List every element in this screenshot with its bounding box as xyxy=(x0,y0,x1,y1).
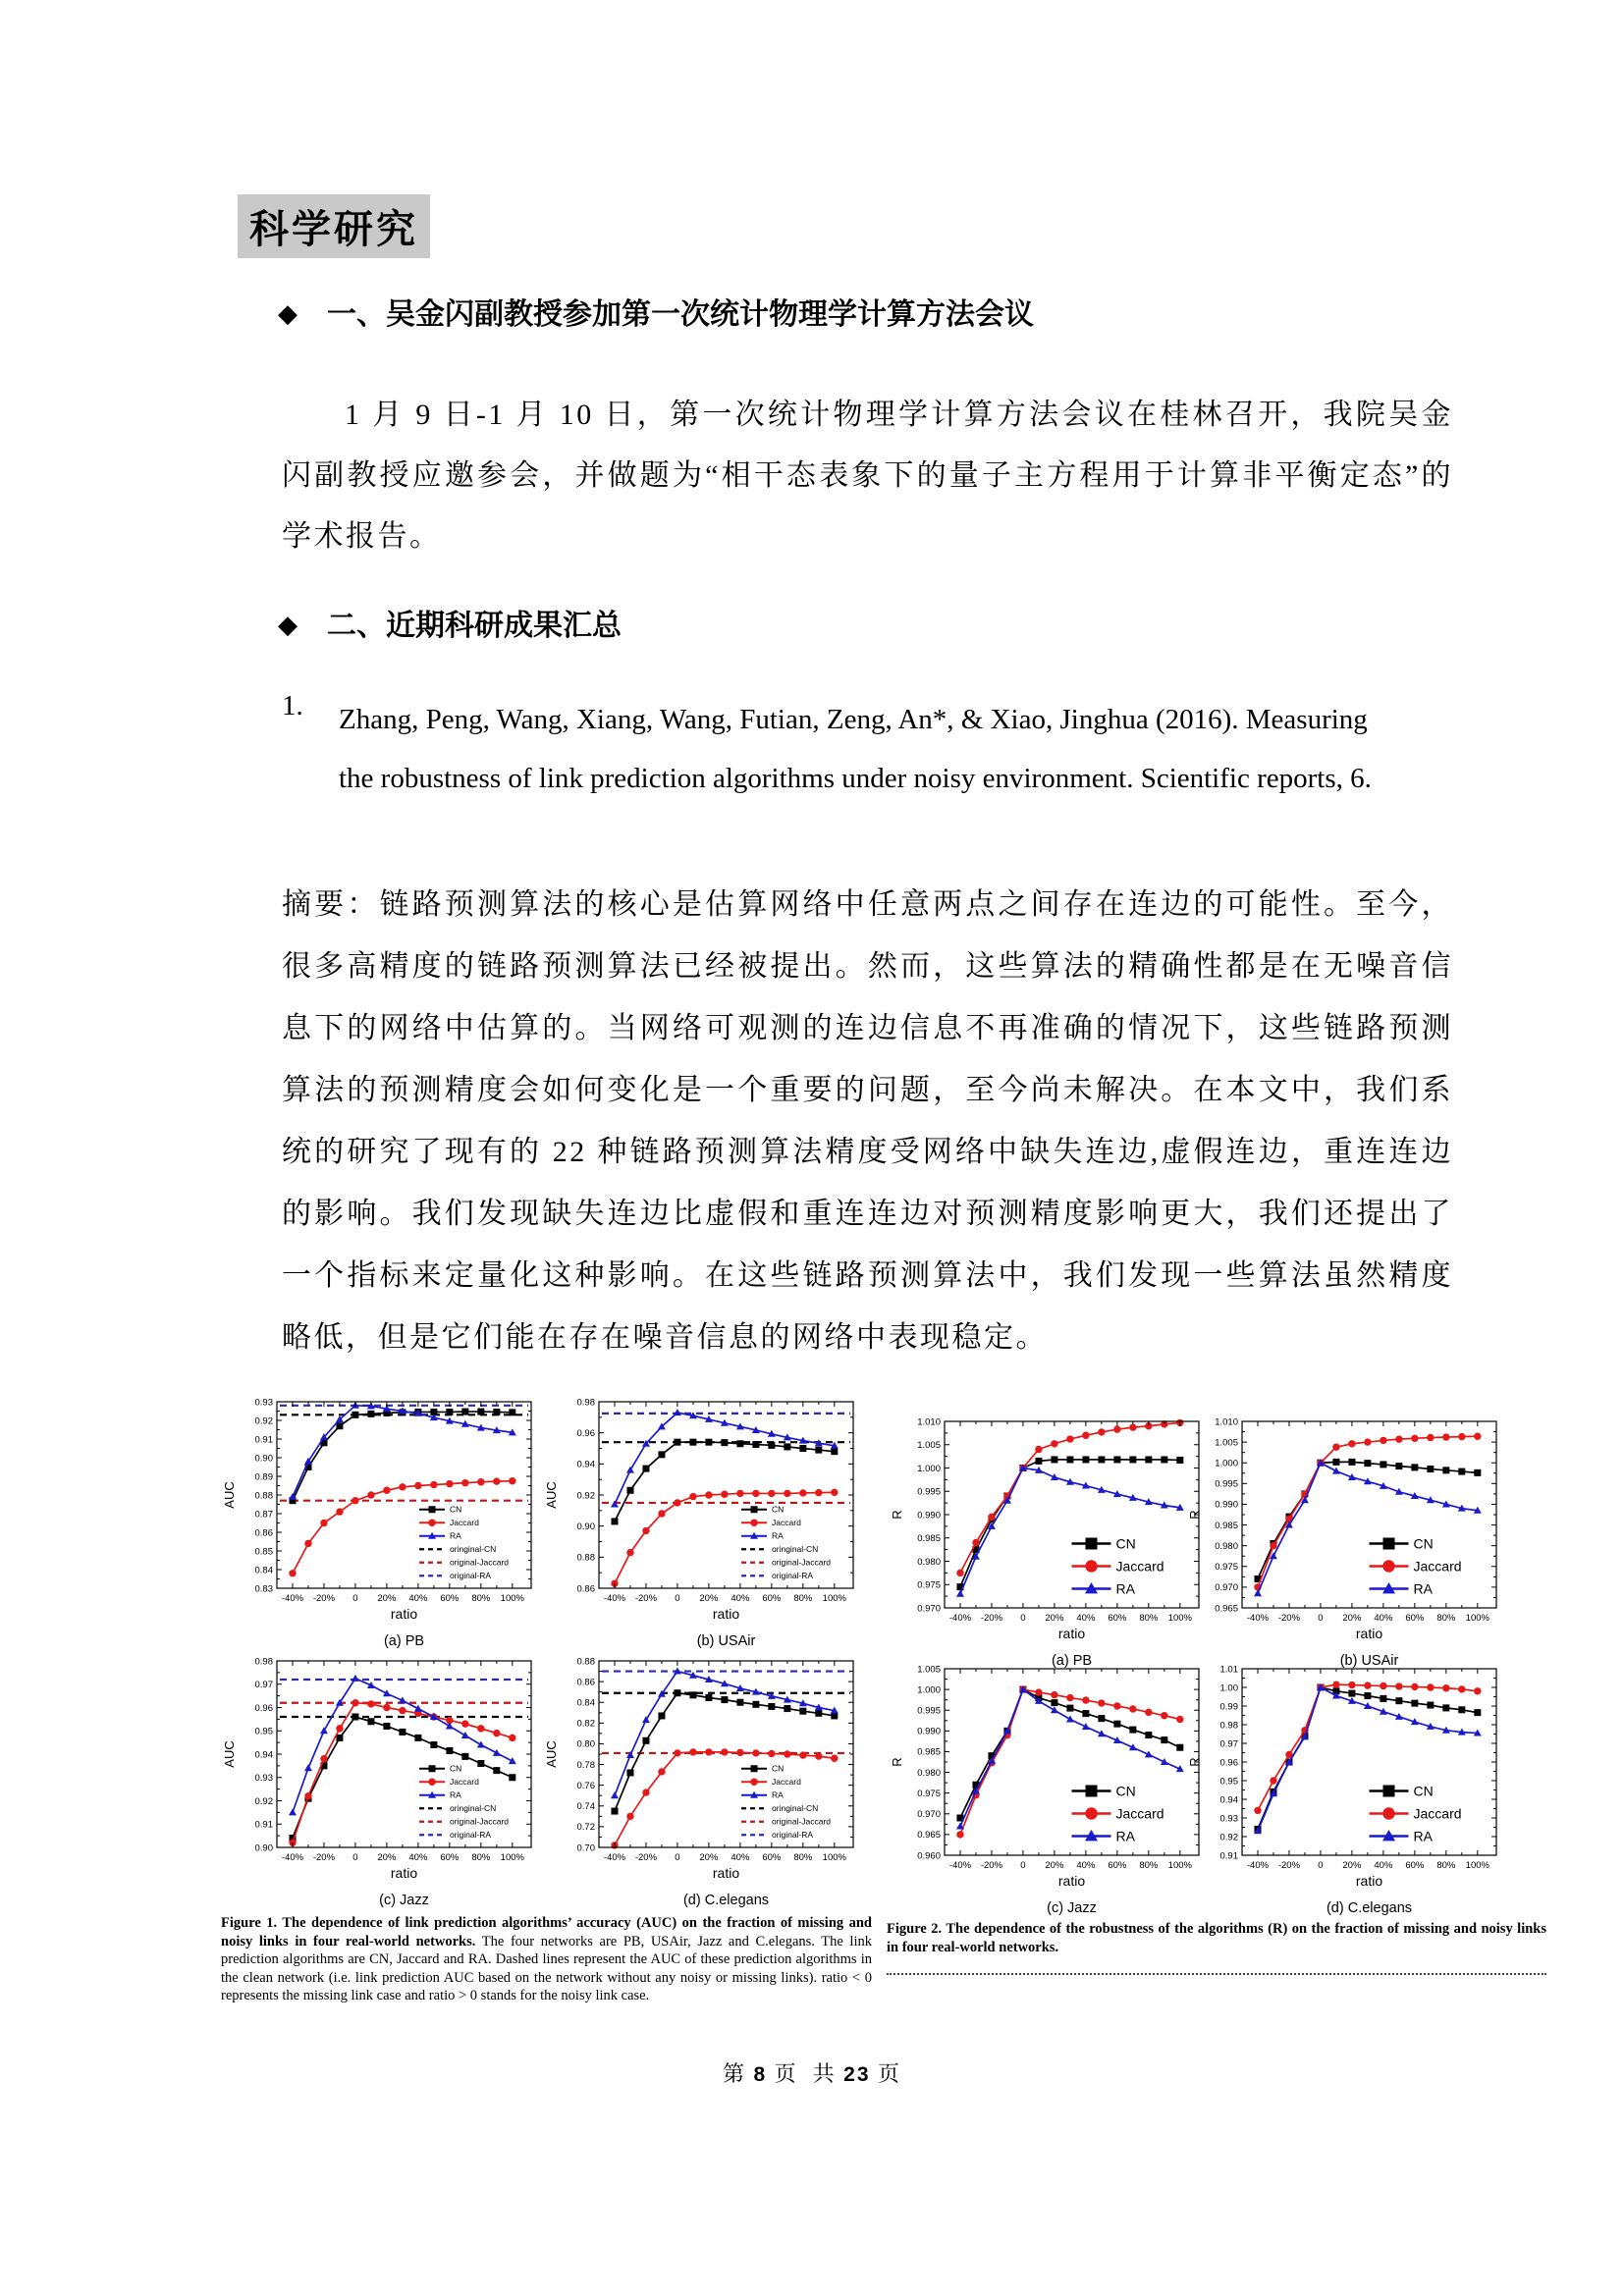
svg-text:RA: RA xyxy=(772,1789,784,1800)
chart-fig1-jazz xyxy=(221,1651,545,1910)
svg-text:0.965: 0.965 xyxy=(917,1830,941,1842)
svg-text:0.92: 0.92 xyxy=(254,1415,273,1427)
abstract-paragraph: 摘要：链路预测算法的核心是估算网络中任意两点之间存在连边的可能性。至今，很多高精度的链路预测算法已经被提出。然而，这些算法的精确性都是在无噪音信息下的网络中估算的。当网络可观测的连边信息不再准确的情况下，这些链路预测算法的预测精度会如何变化是一个重要的问题，至今尚未解决。在本文中，我们系统的研究了现有的 22 种链路预测算法精度受网络中缺失连边,虚假连边，重连连边的影响。我们发现缺失连边比虚假和重连连边对预测精度影响更大，我们还提出了一个指标来定量化这种影响。在这些链路预测算法中，我们发现一些算法虽然精度略低，但是它们能在存在噪音信息的网络中表现稳定。 xyxy=(282,888,1453,1354)
svg-text:0.90: 0.90 xyxy=(254,1842,273,1854)
chart-fig2-celegans xyxy=(1186,1659,1510,1918)
svg-text:40%: 40% xyxy=(1374,1613,1393,1624)
svg-text:-40%: -40% xyxy=(948,1860,972,1871)
svg-text:(b) USAir: (b) USAir xyxy=(1339,1653,1399,1669)
svg-text:0.83: 0.83 xyxy=(254,1583,273,1595)
svg-text:20%: 20% xyxy=(1342,1860,1362,1871)
svg-text:R: R xyxy=(890,1510,904,1520)
svg-text:oringinal-CN: oringinal-CN xyxy=(450,1803,497,1814)
svg-text:0.97: 0.97 xyxy=(254,1680,273,1691)
svg-text:RA: RA xyxy=(1115,1580,1135,1597)
svg-text:CN: CN xyxy=(772,1763,785,1774)
svg-text:20%: 20% xyxy=(1045,1860,1064,1871)
svg-text:0.98: 0.98 xyxy=(254,1656,273,1668)
svg-text:0.91: 0.91 xyxy=(254,1434,273,1446)
svg-text:oringinal-CN: oringinal-CN xyxy=(772,1544,819,1555)
svg-text:original-RA: original-RA xyxy=(772,1830,814,1841)
svg-text:1.010: 1.010 xyxy=(917,1416,941,1428)
svg-text:0: 0 xyxy=(352,1852,358,1863)
svg-text:0.96: 0.96 xyxy=(254,1702,273,1714)
svg-text:0.970: 0.970 xyxy=(1215,1582,1238,1594)
svg-text:0.985: 0.985 xyxy=(1215,1520,1238,1531)
svg-text:0.85: 0.85 xyxy=(254,1546,273,1558)
svg-text:0.980: 0.980 xyxy=(917,1767,941,1779)
chart-fig1-celegans xyxy=(543,1651,867,1910)
svg-text:CN: CN xyxy=(772,1504,785,1515)
svg-text:(d) C.elegans: (d) C.elegans xyxy=(1326,1900,1413,1916)
svg-text:0.84: 0.84 xyxy=(576,1697,595,1709)
svg-text:0.93: 0.93 xyxy=(254,1773,273,1785)
svg-text:0.82: 0.82 xyxy=(576,1718,595,1730)
svg-text:80%: 80% xyxy=(1139,1860,1159,1871)
svg-text:60%: 60% xyxy=(440,1852,460,1863)
svg-text:1.005: 1.005 xyxy=(1215,1437,1238,1449)
svg-text:0: 0 xyxy=(1318,1860,1324,1871)
svg-text:CN: CN xyxy=(450,1504,462,1515)
svg-text:0.975: 0.975 xyxy=(1215,1562,1238,1574)
reference-number: 1. xyxy=(282,690,303,721)
svg-text:CN: CN xyxy=(450,1763,462,1774)
svg-text:(c) Jazz: (c) Jazz xyxy=(379,1893,429,1908)
svg-text:20%: 20% xyxy=(377,1852,397,1863)
svg-text:60%: 60% xyxy=(762,1593,782,1604)
svg-text:(b) USAir: (b) USAir xyxy=(696,1633,756,1649)
svg-text:Jaccard: Jaccard xyxy=(450,1777,479,1788)
svg-text:0.970: 0.970 xyxy=(917,1809,941,1821)
svg-text:0.93: 0.93 xyxy=(254,1397,273,1409)
svg-text:0.86: 0.86 xyxy=(576,1677,595,1688)
svg-text:60%: 60% xyxy=(1405,1613,1425,1624)
svg-text:0.995: 0.995 xyxy=(917,1486,941,1498)
svg-text:ratio: ratio xyxy=(1057,1626,1086,1641)
svg-text:-40%: -40% xyxy=(281,1852,304,1863)
svg-text:-20%: -20% xyxy=(1277,1613,1301,1624)
footer-page-number: 8 xyxy=(753,2063,768,2086)
svg-text:ratio: ratio xyxy=(1057,1873,1086,1889)
figure1-caption xyxy=(221,1914,872,2005)
svg-text:1.005: 1.005 xyxy=(917,1440,941,1452)
svg-text:0.990: 0.990 xyxy=(917,1510,941,1522)
svg-text:40%: 40% xyxy=(731,1593,750,1604)
svg-text:RA: RA xyxy=(1413,1580,1433,1597)
svg-text:original-RA: original-RA xyxy=(772,1571,814,1581)
svg-text:ratio: ratio xyxy=(712,1865,740,1881)
svg-text:RA: RA xyxy=(450,1789,461,1800)
svg-text:40%: 40% xyxy=(408,1852,428,1863)
svg-text:0: 0 xyxy=(352,1593,358,1604)
svg-text:1.010: 1.010 xyxy=(1215,1416,1238,1428)
svg-text:-40%: -40% xyxy=(603,1593,626,1604)
svg-text:R: R xyxy=(1187,1510,1202,1520)
svg-text:AUC: AUC xyxy=(544,1740,559,1768)
svg-text:-20%: -20% xyxy=(312,1852,336,1863)
svg-text:-20%: -20% xyxy=(634,1593,658,1604)
chart-fig1-usair xyxy=(543,1392,867,1651)
svg-text:original-Jaccard: original-Jaccard xyxy=(450,1816,510,1827)
heading-section-2 xyxy=(278,601,622,644)
svg-text:0.93: 0.93 xyxy=(1219,1813,1238,1825)
svg-text:0: 0 xyxy=(1020,1860,1026,1871)
svg-text:RA: RA xyxy=(1115,1828,1135,1844)
svg-text:20%: 20% xyxy=(699,1852,719,1863)
svg-text:0.995: 0.995 xyxy=(1215,1478,1238,1490)
svg-text:1.01: 1.01 xyxy=(1219,1664,1238,1676)
svg-text:original-Jaccard: original-Jaccard xyxy=(450,1557,510,1568)
svg-text:CN: CN xyxy=(1413,1535,1434,1552)
svg-text:40%: 40% xyxy=(1076,1860,1096,1871)
svg-text:-20%: -20% xyxy=(634,1852,658,1863)
svg-text:80%: 80% xyxy=(1139,1613,1159,1624)
svg-text:0: 0 xyxy=(675,1852,680,1863)
svg-text:0.90: 0.90 xyxy=(254,1453,273,1465)
svg-text:R: R xyxy=(1187,1757,1202,1767)
chart-fig2-usair xyxy=(1186,1412,1510,1671)
svg-text:100%: 100% xyxy=(822,1852,846,1863)
svg-text:0.80: 0.80 xyxy=(576,1738,595,1750)
svg-text:0.980: 0.980 xyxy=(1215,1540,1238,1552)
svg-text:0.89: 0.89 xyxy=(254,1471,273,1483)
svg-text:40%: 40% xyxy=(1076,1613,1096,1624)
svg-text:0: 0 xyxy=(1318,1613,1324,1624)
svg-text:0.975: 0.975 xyxy=(917,1579,941,1591)
diamond-bullet-icon: ◆ xyxy=(278,299,298,329)
svg-text:0.91: 0.91 xyxy=(1219,1850,1238,1862)
svg-text:0.95: 0.95 xyxy=(254,1726,273,1737)
svg-text:20%: 20% xyxy=(377,1593,397,1604)
svg-text:100%: 100% xyxy=(1167,1613,1192,1624)
svg-text:RA: RA xyxy=(772,1530,784,1541)
svg-text:0.995: 0.995 xyxy=(917,1705,941,1717)
svg-text:original-Jaccard: original-Jaccard xyxy=(772,1557,832,1568)
svg-text:ratio: ratio xyxy=(1355,1626,1383,1641)
svg-text:Jaccard: Jaccard xyxy=(1115,1558,1164,1575)
svg-text:-40%: -40% xyxy=(948,1613,972,1624)
svg-text:0.96: 0.96 xyxy=(576,1427,595,1439)
svg-text:100%: 100% xyxy=(1465,1860,1489,1871)
svg-text:0.92: 0.92 xyxy=(254,1795,273,1807)
svg-text:AUC: AUC xyxy=(222,1481,237,1509)
svg-text:1.000: 1.000 xyxy=(917,1463,941,1474)
svg-text:1.000: 1.000 xyxy=(1215,1458,1238,1469)
svg-text:Jaccard: Jaccard xyxy=(450,1518,479,1528)
svg-text:80%: 80% xyxy=(1436,1860,1456,1871)
svg-text:0.74: 0.74 xyxy=(576,1801,595,1813)
svg-text:oringinal-CN: oringinal-CN xyxy=(450,1544,497,1555)
figure1-caption-bold: Figure 1. The dependence of link prediction algorithms’ accuracy (AUC) on the fraction of missing and noisy links in four real-world networks. xyxy=(221,1915,872,1949)
svg-text:original-Jaccard: original-Jaccard xyxy=(772,1816,832,1827)
svg-text:0.84: 0.84 xyxy=(254,1565,273,1576)
figure2-caption xyxy=(887,1920,1546,1956)
svg-text:100%: 100% xyxy=(1167,1860,1192,1871)
chart-fig1-pb xyxy=(221,1392,545,1651)
svg-text:0.86: 0.86 xyxy=(254,1527,273,1539)
figure2-caption-bold: Figure 2. The dependence of the robustness of the algorithms (R) on the fraction of missing and noisy links in four real-world networks. xyxy=(887,1921,1546,1955)
svg-text:0.86: 0.86 xyxy=(576,1583,595,1595)
svg-text:RA: RA xyxy=(450,1530,461,1541)
svg-text:0.88: 0.88 xyxy=(254,1490,273,1502)
svg-text:40%: 40% xyxy=(408,1593,428,1604)
svg-text:R: R xyxy=(890,1757,904,1767)
svg-text:0.92: 0.92 xyxy=(1219,1832,1238,1843)
dotted-separator xyxy=(887,1973,1546,1975)
svg-text:1.000: 1.000 xyxy=(917,1684,941,1696)
svg-text:0.98: 0.98 xyxy=(1219,1720,1238,1732)
chart-fig2-pb xyxy=(889,1412,1213,1671)
svg-text:0.960: 0.960 xyxy=(917,1850,941,1862)
svg-text:0.94: 0.94 xyxy=(576,1459,595,1470)
svg-text:CN: CN xyxy=(1115,1535,1136,1552)
svg-text:(a) PB: (a) PB xyxy=(383,1633,425,1649)
svg-text:original-RA: original-RA xyxy=(450,1571,492,1581)
svg-text:60%: 60% xyxy=(1405,1860,1425,1871)
svg-text:0.91: 0.91 xyxy=(254,1819,273,1831)
diamond-bullet-icon: ◆ xyxy=(278,611,298,640)
svg-text:0.97: 0.97 xyxy=(1219,1738,1238,1750)
svg-text:0.985: 0.985 xyxy=(917,1746,941,1758)
heading-section-1 xyxy=(278,290,1034,333)
svg-text:100%: 100% xyxy=(1465,1613,1489,1624)
svg-text:ratio: ratio xyxy=(390,1865,418,1881)
svg-text:0.990: 0.990 xyxy=(1215,1499,1238,1511)
svg-text:(c) Jazz: (c) Jazz xyxy=(1047,1900,1097,1916)
svg-text:(d) C.elegans: (d) C.elegans xyxy=(682,1893,770,1908)
svg-text:-20%: -20% xyxy=(980,1613,1003,1624)
svg-text:-40%: -40% xyxy=(603,1852,626,1863)
svg-text:0.70: 0.70 xyxy=(576,1842,595,1854)
svg-text:-40%: -40% xyxy=(1246,1860,1270,1871)
svg-text:80%: 80% xyxy=(793,1593,813,1604)
svg-text:0: 0 xyxy=(1020,1613,1026,1624)
svg-text:60%: 60% xyxy=(1108,1860,1127,1871)
svg-text:100%: 100% xyxy=(822,1593,846,1604)
svg-text:0.965: 0.965 xyxy=(1215,1603,1238,1615)
svg-text:-20%: -20% xyxy=(980,1860,1003,1871)
svg-text:0.975: 0.975 xyxy=(917,1788,941,1799)
svg-text:80%: 80% xyxy=(471,1593,491,1604)
svg-text:ratio: ratio xyxy=(390,1606,418,1622)
chart-fig2-jazz xyxy=(889,1659,1213,1918)
svg-text:100%: 100% xyxy=(500,1593,524,1604)
svg-text:ratio: ratio xyxy=(712,1606,740,1622)
svg-text:0.92: 0.92 xyxy=(576,1490,595,1502)
svg-text:original-RA: original-RA xyxy=(450,1830,492,1841)
svg-text:0.985: 0.985 xyxy=(917,1533,941,1545)
reference-text: Zhang, Peng, Wang, Xiang, Wang, Futian, Zeng, An*, & Xiao, Jinghua (2016). Measuring the robustness of link prediction algorithms under noisy environment. Scientific reports, 6. xyxy=(339,704,1372,794)
svg-text:ratio: ratio xyxy=(1355,1873,1383,1889)
svg-text:0.88: 0.88 xyxy=(576,1656,595,1668)
svg-text:-20%: -20% xyxy=(312,1593,336,1604)
svg-text:0.88: 0.88 xyxy=(576,1552,595,1564)
svg-text:Jaccard: Jaccard xyxy=(1115,1805,1164,1822)
news-paragraph: 1 月 9 日-1 月 10 日，第一次统计物理学计算方法会议在桂林召开，我院吴金闪副教授应邀参会，并做题为“相干态表象下的量子主方程用于计算非平衡定态”的学术报告。 xyxy=(282,399,1453,553)
svg-text:60%: 60% xyxy=(440,1593,460,1604)
svg-text:80%: 80% xyxy=(1436,1613,1456,1624)
page-footer: 第 8 页 共 23 页 xyxy=(722,2061,902,2086)
svg-text:0: 0 xyxy=(675,1593,680,1604)
svg-text:40%: 40% xyxy=(1374,1860,1393,1871)
svg-text:Jaccard: Jaccard xyxy=(1413,1805,1462,1822)
page-title: 科学研究 xyxy=(238,194,430,258)
svg-text:40%: 40% xyxy=(731,1852,750,1863)
svg-text:CN: CN xyxy=(1413,1783,1434,1799)
svg-text:0.76: 0.76 xyxy=(576,1780,595,1791)
figure1-caption-rest: The four networks are PB, USAir, Jazz and C.elegans. The link prediction algorithms are CN, Jaccard and RA. Dashed lines represent the AUC of these prediction algorithms in the clean network (i.e. link prediction AUC based on the network without any noisy or missing links). ratio < 0 represents the missing link case and ratio > 0 stands for the noisy link case. xyxy=(221,1933,872,2004)
footer-total-pages: 23 xyxy=(843,2063,871,2086)
svg-text:0.96: 0.96 xyxy=(1219,1757,1238,1769)
svg-text:Jaccard: Jaccard xyxy=(772,1777,801,1788)
svg-text:AUC: AUC xyxy=(544,1481,559,1509)
svg-text:20%: 20% xyxy=(1045,1613,1064,1624)
svg-text:0.72: 0.72 xyxy=(576,1822,595,1834)
svg-text:1.00: 1.00 xyxy=(1219,1682,1238,1694)
svg-text:-20%: -20% xyxy=(1277,1860,1301,1871)
svg-text:-40%: -40% xyxy=(1246,1613,1270,1624)
svg-text:0.99: 0.99 xyxy=(1219,1701,1238,1713)
svg-text:20%: 20% xyxy=(699,1593,719,1604)
svg-text:0.94: 0.94 xyxy=(254,1749,273,1761)
svg-text:RA: RA xyxy=(1413,1828,1433,1844)
svg-text:80%: 80% xyxy=(793,1852,813,1863)
heading-1-text: 一、吴金闪副教授参加第一次统计物理学计算方法会议 xyxy=(327,298,1034,331)
svg-text:0.78: 0.78 xyxy=(576,1759,595,1771)
svg-text:0.90: 0.90 xyxy=(576,1521,595,1532)
svg-text:(a) PB: (a) PB xyxy=(1051,1653,1093,1669)
svg-text:0.87: 0.87 xyxy=(254,1509,273,1521)
svg-text:20%: 20% xyxy=(1342,1613,1362,1624)
svg-text:0.980: 0.980 xyxy=(917,1556,941,1568)
footer-text: 第 xyxy=(722,2061,746,2086)
svg-text:1.005: 1.005 xyxy=(917,1664,941,1676)
svg-text:CN: CN xyxy=(1115,1783,1136,1799)
heading-2-text: 二、近期科研成果汇总 xyxy=(327,610,622,642)
svg-text:-40%: -40% xyxy=(281,1593,304,1604)
svg-text:80%: 80% xyxy=(471,1852,491,1863)
svg-text:0.990: 0.990 xyxy=(917,1726,941,1737)
svg-text:AUC: AUC xyxy=(222,1740,237,1768)
svg-text:oringinal-CN: oringinal-CN xyxy=(772,1803,819,1814)
svg-text:100%: 100% xyxy=(500,1852,524,1863)
svg-text:60%: 60% xyxy=(762,1852,782,1863)
svg-text:60%: 60% xyxy=(1108,1613,1127,1624)
reference-item xyxy=(282,690,1421,808)
svg-text:Jaccard: Jaccard xyxy=(1413,1558,1462,1575)
svg-text:0.94: 0.94 xyxy=(1219,1794,1238,1806)
svg-text:Jaccard: Jaccard xyxy=(772,1518,801,1528)
svg-text:0.95: 0.95 xyxy=(1219,1776,1238,1788)
svg-text:0.970: 0.970 xyxy=(917,1603,941,1615)
svg-text:0.98: 0.98 xyxy=(576,1397,595,1409)
